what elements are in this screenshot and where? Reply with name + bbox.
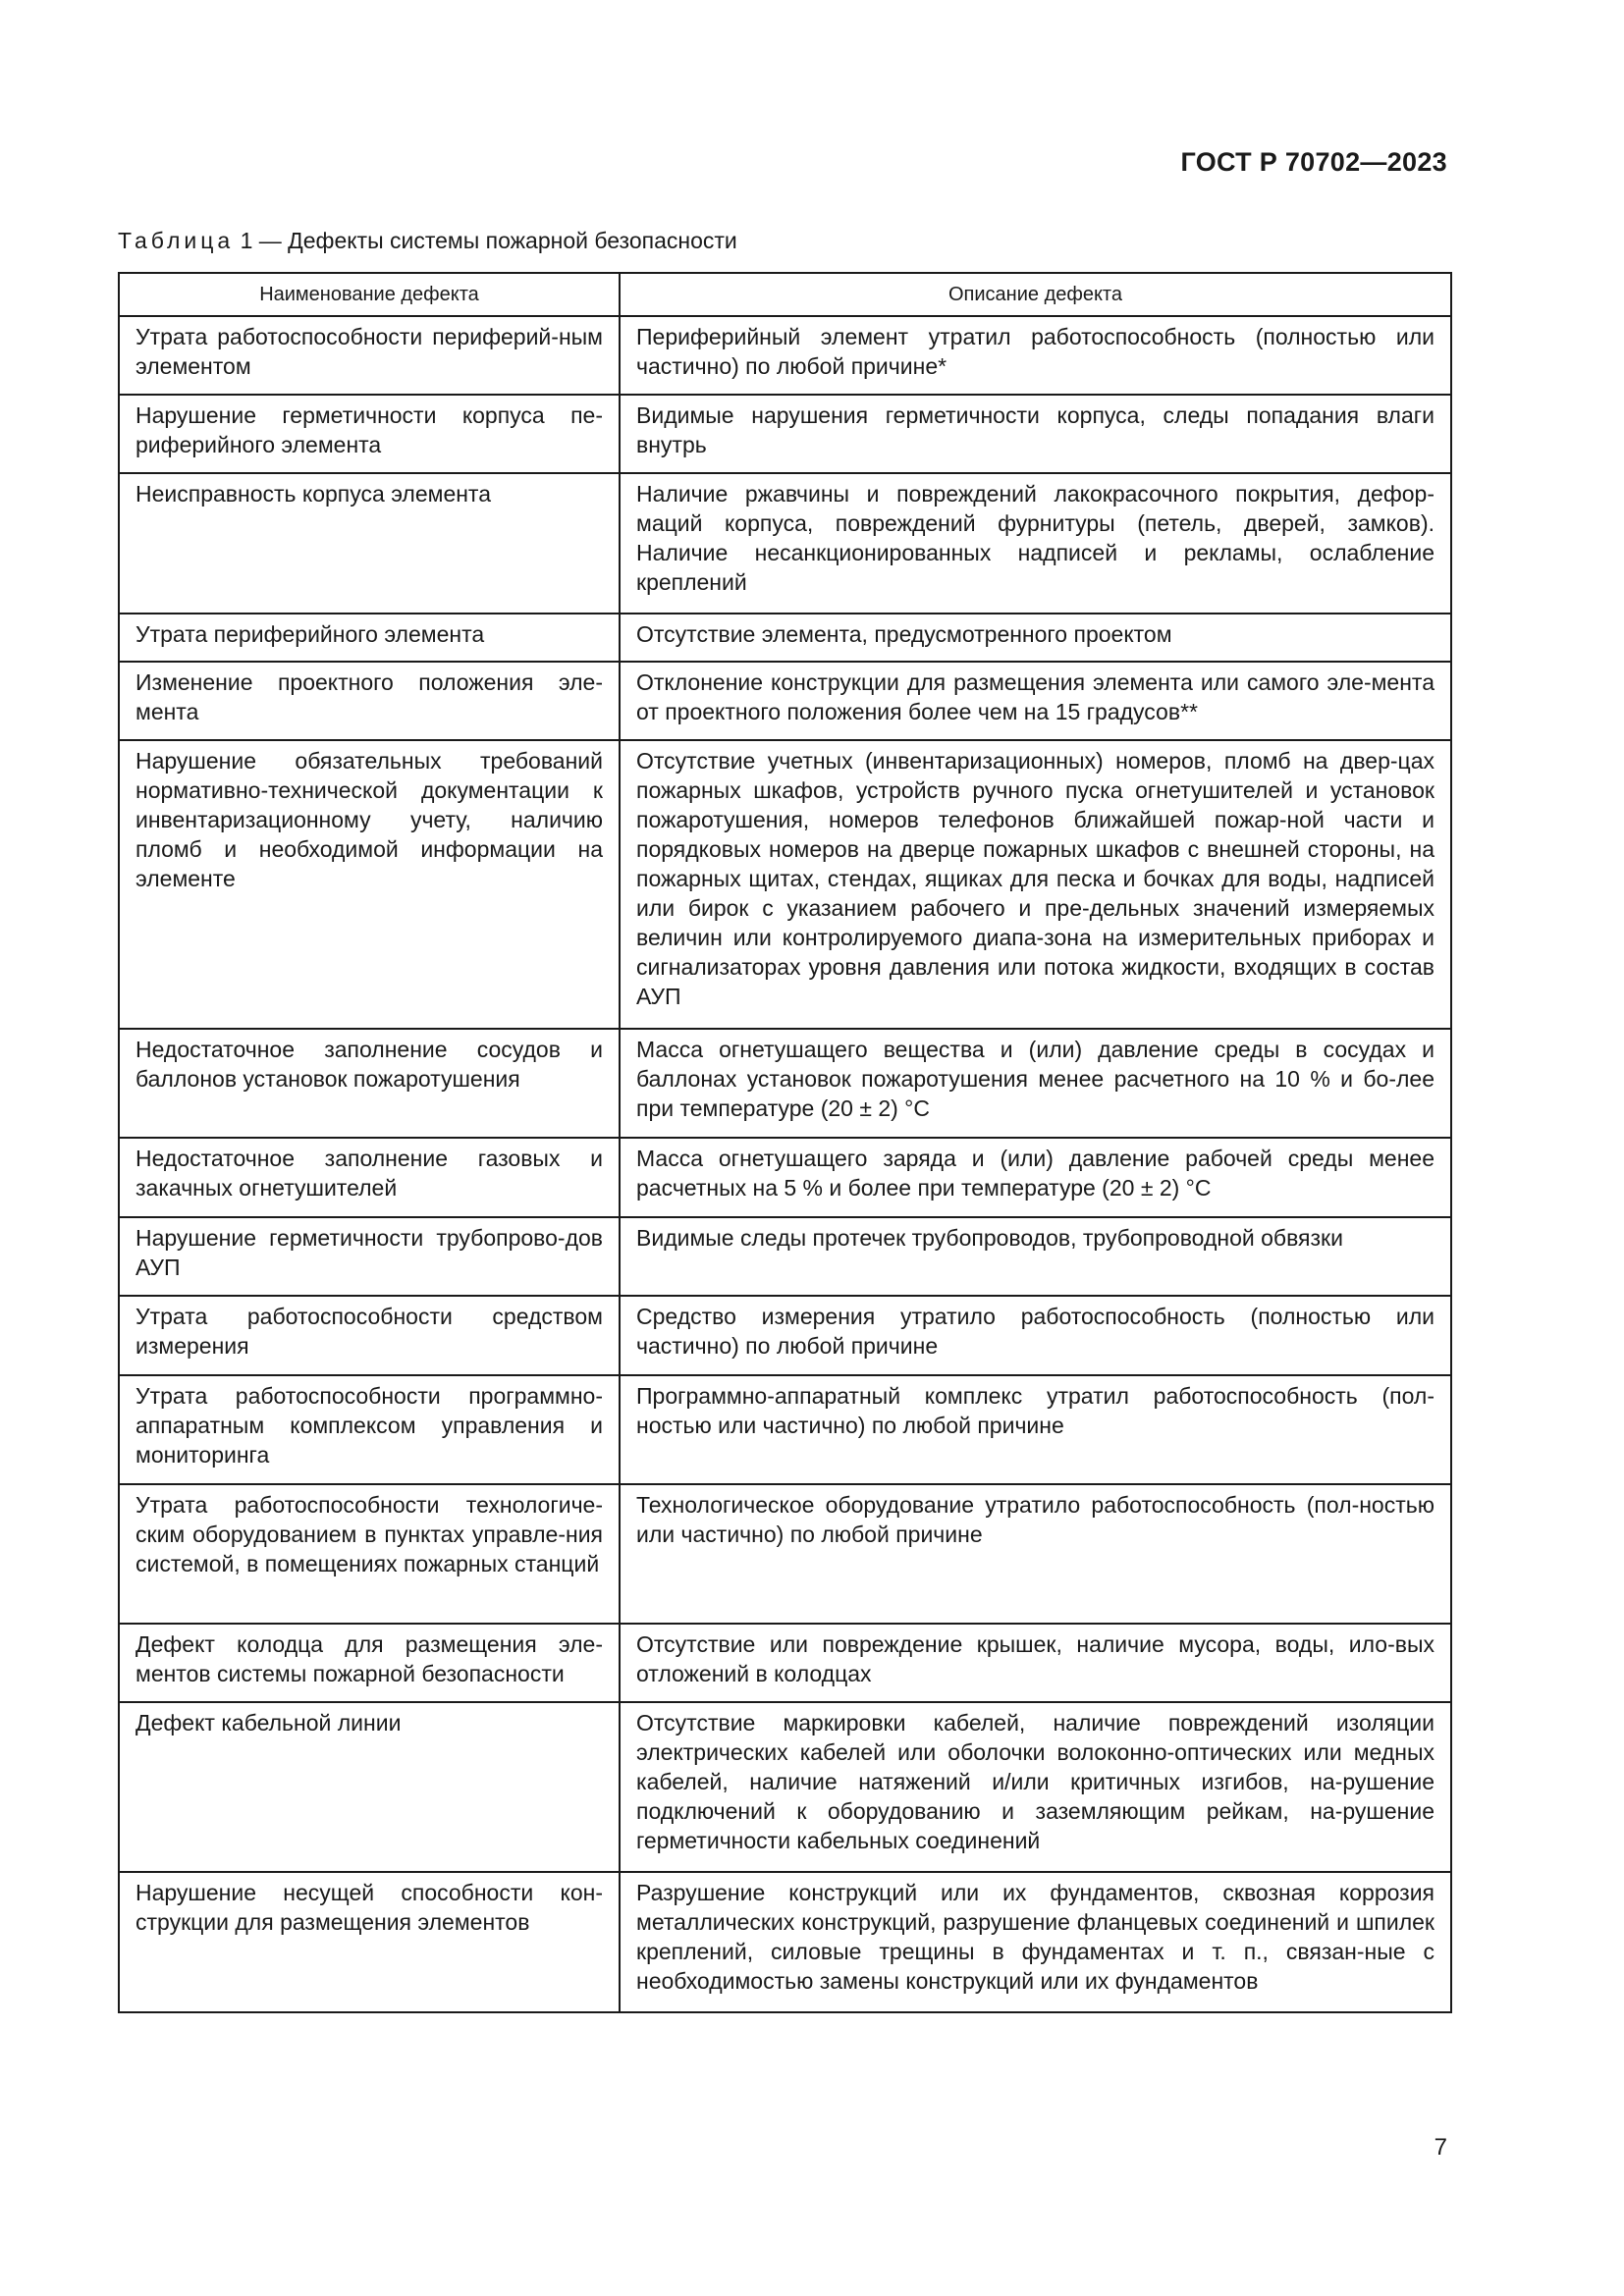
defect-name-cell: Нарушение обязательных требований нормативно-технической документации к инвентаризационному учету, наличию пломб и необходимой информации на элементе [119,740,620,1029]
defect-description-cell: Отсутствие маркировки кабелей, наличие повреждений изоляции электрических кабелей или оболочки волоконно-оптических или медных кабелей, наличие натяжений и/или критичных изгибов, на-рушение подключений к оборудованию и заземляющим рейкам, на-рушение герметичности кабельных соединений [620,1702,1451,1872]
defect-name-cell: Изменение проектного положения эле-мента [119,662,620,740]
defect-description-cell: Средство измерения утратило работоспособность (полностью или частично) по любой причине [620,1296,1451,1375]
defect-name-cell: Утрата работоспособности периферий-ным элементом [119,316,620,395]
defect-name-cell: Нарушение герметичности корпуса пе-риферийного элемента [119,395,620,473]
defect-description-cell: Отсутствие элемента, предусмотренного проектом [620,614,1451,662]
defect-name-cell: Неисправность корпуса элемента [119,473,620,614]
defect-name-cell: Утрата работоспособности технологиче-ским оборудованием в пунктах управле-ния системой, в помещениях пожарных станций [119,1484,620,1624]
page-number: 7 [1434,2134,1447,2161]
table-caption-title: 1 — Дефекты системы пожарной безопасности [234,228,737,253]
table-caption-word: Таблица [118,228,235,253]
defect-description-cell: Масса огнетушащего вещества и (или) давление среды в сосудах и баллонах установок пожаротушения менее расчетного на 10 % и бо-лее при температуре (20 ± 2) °С [620,1029,1451,1138]
table-row [119,473,1451,614]
table-row [119,1872,1451,2012]
defects-table [118,272,1452,2013]
table-row [119,1624,1451,1702]
defect-description-cell: Видимые следы протечек трубопроводов, трубопроводной обвязки [620,1217,1451,1296]
table-row [119,1375,1451,1484]
defect-name-cell: Недостаточное заполнение газовых и закачных огнетушителей [119,1138,620,1217]
table-row [119,1296,1451,1375]
table-row [119,395,1451,473]
defect-description-cell: Масса огнетушащего заряда и (или) давление рабочей среды менее расчетных на 5 % и более при температуре (20 ± 2) °С [620,1138,1451,1217]
defect-name-cell: Утрата работоспособности средством измерения [119,1296,620,1375]
defect-description-cell: Отклонение конструкции для размещения элемента или самого эле-мента от проектного положения более чем на 15 градусов** [620,662,1451,740]
table-row [119,316,1451,395]
defect-description-cell: Разрушение конструкций или их фундаментов, сквозная коррозия металлических конструкций, разрушение фланцевых соединений и шпилек креплений, силовые трещины в фундаментах и т. п., связан-ные с необходимостью замены конструкций или их фундаментов [620,1872,1451,2012]
table-row [119,662,1451,740]
column-header-defect-name: Наименование дефекта [119,273,620,316]
defect-name-cell: Утрата работоспособности программно-аппаратным комплексом управления и мониторинга [119,1375,620,1484]
defect-description-cell: Периферийный элемент утратил работоспособность (полностью или частично) по любой причине* [620,316,1451,395]
table-row [119,1484,1451,1624]
table-row [119,1029,1451,1138]
defect-description-cell: Видимые нарушения герметичности корпуса, следы попадания влаги внутрь [620,395,1451,473]
defect-name-cell: Утрата периферийного элемента [119,614,620,662]
defect-name-cell: Недостаточное заполнение сосудов и баллонов установок пожаротушения [119,1029,620,1138]
document-id: ГОСТ Р 70702—2023 [1180,147,1447,177]
defect-description-cell: Наличие ржавчины и повреждений лакокрасочного покрытия, дефор-маций корпуса, повреждений фурнитуры (петель, дверей, замков). Наличие несанкционированных надписей и рекламы, ослабление креплений [620,473,1451,614]
defect-name-cell: Нарушение несущей способности кон-струкции для размещения элементов [119,1872,620,2012]
defect-description-cell: Отсутствие или повреждение крышек, наличие мусора, воды, ило-вых отложений в колодцах [620,1624,1451,1702]
defect-name-cell: Дефект кабельной линии [119,1702,620,1872]
table-row [119,614,1451,662]
defect-name-cell: Дефект колодца для размещения эле-ментов системы пожарной безопасности [119,1624,620,1702]
table-caption [118,228,737,254]
table-row [119,1217,1451,1296]
table-row [119,740,1451,1029]
defect-description-cell: Отсутствие учетных (инвентаризационных) номеров, пломб на двер-цах пожарных шкафов, устройств ручного пуска огнетушителей и установок пожаротушения, номеров телефонов ближайшей пожар-ной части и порядковых номеров на дверце пожарных шкафов с внешней стороны, на пожарных щитах, стендах, ящиках для песка и бочках для воды, надписей или бирок с указанием рабочего и пре-дельных значений измеряемых величин или контролируемого диапа-зона на измерительных приборах и сигнализаторах уровня давления или потока жидкости, входящих в состав АУП [620,740,1451,1029]
defect-description-cell: Программно-аппаратный комплекс утратил работоспособность (пол-ностью или частично) по любой причине [620,1375,1451,1484]
defect-description-cell: Технологическое оборудование утратило работоспособность (пол-ностью или частично) по любой причине [620,1484,1451,1624]
column-header-defect-description: Описание дефекта [620,273,1451,316]
table-header-row [119,273,1451,316]
table-row [119,1138,1451,1217]
table-row [119,1702,1451,1872]
defect-name-cell: Нарушение герметичности трубопрово-дов АУП [119,1217,620,1296]
